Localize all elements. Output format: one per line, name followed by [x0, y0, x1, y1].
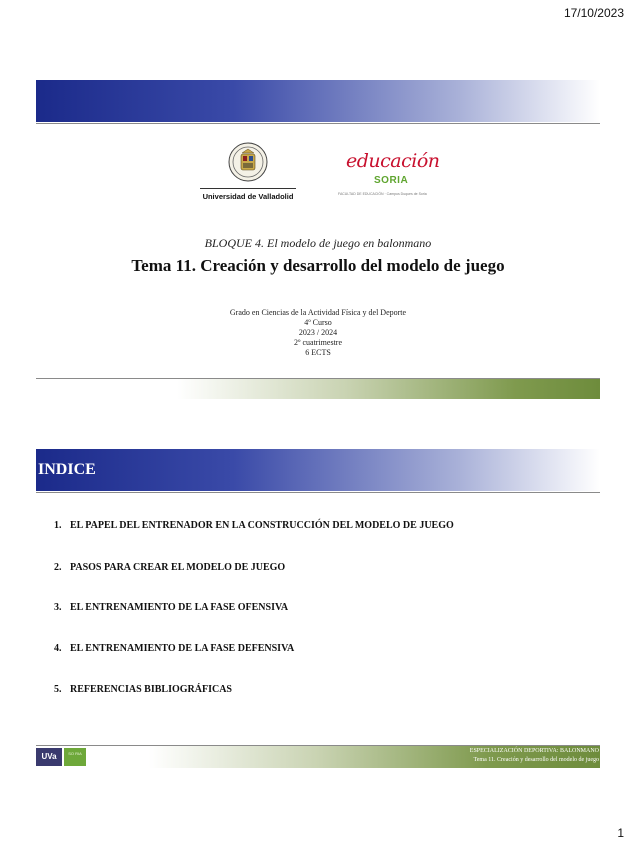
- index-slide-header-band: [36, 449, 600, 491]
- university-seal-icon: [228, 142, 268, 182]
- uva-logo-rule: [200, 188, 296, 189]
- index-item-number: 5.: [54, 684, 62, 695]
- uva-logo: [198, 142, 298, 206]
- educacion-logo-text: educación: [346, 150, 440, 172]
- index-item: [54, 643, 294, 654]
- course-semester: 2º cuatrimestre: [293, 338, 342, 347]
- footer-topic-name: Tema 11. Creación y desarrollo del modelo de juego: [473, 757, 599, 763]
- print-date: 17/10/2023: [563, 6, 624, 20]
- educacion-soria-logo: [338, 150, 448, 202]
- index-item: [54, 602, 288, 613]
- title-slide-header-band: [36, 80, 600, 122]
- uva-badge: UVa: [36, 748, 62, 766]
- index-item-label: EL ENTRENAMIENTO DE LA FASE OFENSIVA: [70, 602, 289, 613]
- index-item-label: EL ENTRENAMIENTO DE LA FASE DEFENSIVA: [70, 643, 295, 654]
- soria-badge: SO RIA: [64, 748, 86, 766]
- index-item-number: 4.: [54, 643, 62, 654]
- course-degree: Grado en Ciencias de la Actividad Física y del Deporte: [229, 308, 407, 317]
- index-item-label: EL PAPEL DEL ENTRENADOR EN LA CONSTRUCCIÓN DEL MODELO DE JUEGO: [70, 520, 454, 531]
- course-academic-year: 2023 / 2024: [298, 328, 338, 337]
- course-ects: 6 ECTS: [305, 348, 331, 357]
- soria-logo-text: SORIA: [374, 175, 409, 186]
- index-slide-header-rule: [36, 492, 600, 493]
- faculty-small-text: FACULTAD DE EDUCACIÓN · Campus Duques de Soria: [338, 192, 427, 196]
- page-number: 1: [617, 826, 624, 840]
- title-slide-header-rule: [36, 123, 600, 124]
- index-item-label: PASOS PARA CREAR EL MODELO DE JUEGO: [70, 562, 286, 573]
- course-year: 4º Curso: [304, 318, 332, 327]
- index-item-number: 1.: [54, 520, 62, 531]
- index-title: INDICE: [38, 461, 96, 478]
- index-item-label: REFERENCIAS BIBLIOGRÁFICAS: [70, 684, 232, 695]
- index-item-number: 3.: [54, 602, 62, 613]
- footer-course-name: ESPECIALIZACIÓN DEPORTIVA: BALONMANO: [469, 748, 599, 754]
- title-slide-footer-band: [36, 379, 600, 399]
- index-item: [54, 562, 285, 573]
- index-item: [54, 520, 454, 531]
- bloque-subtitle: BLOQUE 4. El modelo de juego en balonmano: [204, 236, 432, 250]
- tema-title: Tema 11. Creación y desarrollo del modelo de juego: [131, 256, 505, 275]
- index-item-number: 2.: [54, 562, 62, 573]
- index-item: [54, 684, 232, 695]
- uva-logo-text: Universidad de Valladolid: [202, 192, 294, 201]
